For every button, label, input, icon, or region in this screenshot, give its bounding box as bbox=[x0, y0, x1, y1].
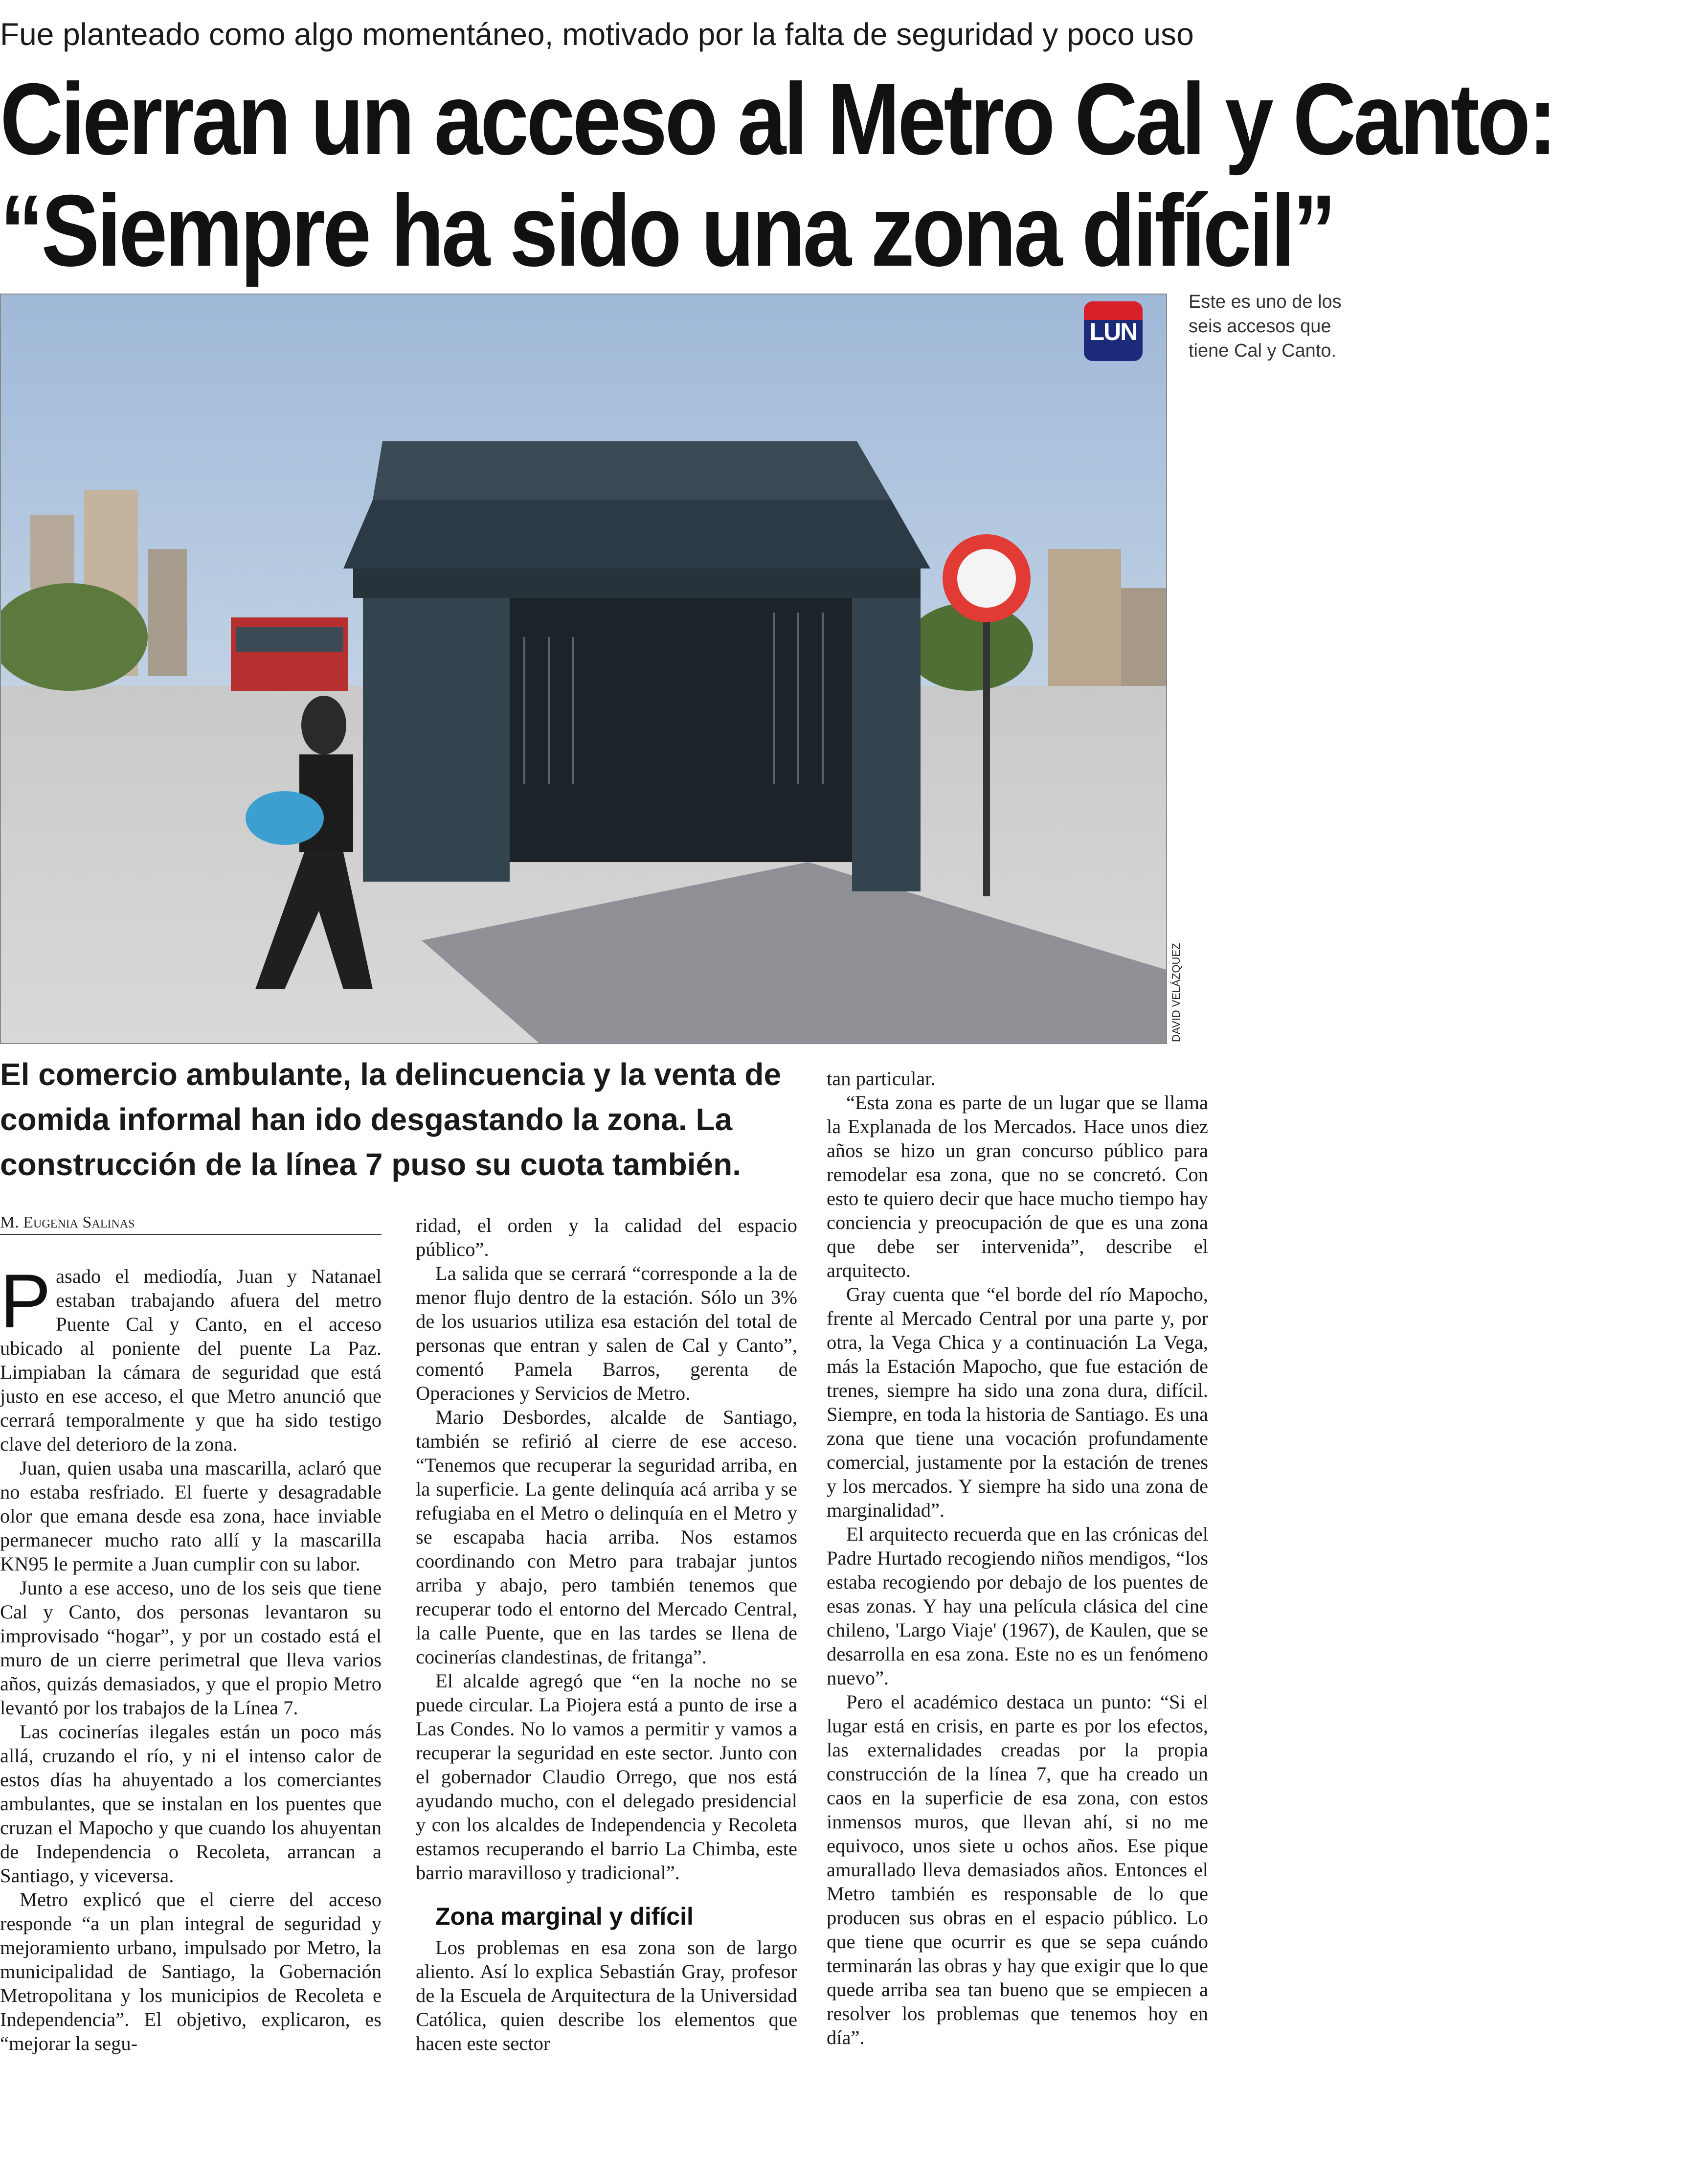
byline: M. Eugenia Salinas bbox=[0, 1213, 382, 1235]
kicker: Fue planteado como algo momentáneo, motivado por la falta de seguridad y poco uso bbox=[0, 17, 1194, 52]
paragraph: ridad, el orden y la calidad del espacio público”. bbox=[416, 1214, 797, 1260]
paragraph: La salida que se cerrará “corresponde a la de menor flujo dentro de la estación. Sólo un 3% de los usuarios utiliza esa estación del total de personas que entran y salen de Cal y Canto”, comentó Pamela Barros, gerenta de Operaciones y Servicios de Metro. bbox=[416, 1262, 797, 1404]
paragraph: tan particular. bbox=[827, 1068, 936, 1090]
paragraph: Los problemas en esa zona son de largo aliento. Así lo explica Sebastián Gray, profesor de la Escuela de Arquitectura de la Universidad Católica, quien describe los elementos que hacen este sector bbox=[416, 1936, 797, 2054]
dropcap: P bbox=[0, 1259, 51, 1344]
paragraph: El alcalde agregó que “en la noche no se puede circular. La Piojera está a punto de irse a Las Condes. No lo vamos a permitir y vamos a recuperar la seguridad en este sector. Junto con el gobernador Claudio Orrego, que nos está ayudando mucho, con el delegado presidencial y con los alcaldes de Independencia y Recoleta estamos recuperando el barrio La Chimba, este barrio maravilloso y tradicional”. bbox=[416, 1670, 797, 1884]
paragraph: Las cocinerías ilegales están un poco más allá, cruzando el río, y ni el intenso calor de estos días ha ahuyentado a los comerciantes ambulantes, que se instalan en los puentes que cruzan el Mapocho y que cuando los ahuyentan de Independencia o Recoleta, arrancan a Santiago, y viceversa. bbox=[0, 1721, 382, 1887]
paragraph: El arquitecto recuerda que en las crónicas del Padre Hurtado recogiendo niños mendigos, “los estaba recogiendo por debajo de los puentes de esas zonas. Y hay una película clásica del cine chileno, 'Largo Viaje' (1967), de Kaulen, que se desarrolla en esa zona. Este no es un fenómeno nuevo”. bbox=[827, 1523, 1208, 1689]
lun-logo-text: LUN bbox=[1089, 318, 1137, 345]
paragraph: Juan, quien usaba una mascarilla, aclaró que no estaba resfriado. El fuerte y desagradable olor que emana desde esa zona, hace inviable permanecer mucho rato allí y la mascarilla KN95 le permite a Juan cumplir con su labor. bbox=[0, 1457, 382, 1575]
lun-logo bbox=[1084, 301, 1143, 361]
article-column-3 bbox=[827, 1067, 1208, 2049]
headline-line-2: “Siempre ha sido una zona difícil” bbox=[0, 174, 1334, 288]
paragraph: Pasado el mediodía, Juan y Natanael estaban trabajando afuera del metro Puente Cal y Canto, en el acceso ubicado al poniente del puente La Paz. Limpiaban la cámara de seguridad que está justo en ese acceso, el que Metro anunció que cerrará temporalmente y que ha sido testigo clave del deterioro de la zona. bbox=[0, 1259, 382, 1455]
paragraph: Mario Desbordes, alcalde de Santiago, también se refirió al cierre de ese acceso. “Tenemos que recuperar la seguridad arriba, en la superficie. La gente delinquía acá arriba y se refugiaba en el Metro o delinquía en el Metro y se escapaba hacia arriba. Nos estamos coordinando con Metro para trabajar juntos arriba y abajo, pero también tenemos que recuperar todo el entorno del Mercado Central, la calle Puente, que en las tardes se llena de cocinerías clandestinas, de fritanga”. bbox=[416, 1406, 797, 1668]
paragraph: Pero el académico destaca un punto: “Si el lugar está en crisis, en parte es por los efectos, las externalidades creadas por la propia construcción de la línea 7, que ha creado un caos en la superficie de esa zona, con estos inmensos muros, que llevan ahí, si no me equivoco, unos siete u ochos años. Ese pique amurallado lleva demasiados años. Entonces el Metro también es responsable de lo que producen sus obras en el espacio público. Lo que tiene que ocurrir es que se sepa cuándo terminarán las obras y hay que exigir que lo que quede arriba sea tan bueno que se empiecen a resolver los problemas que tenemos hoy en día”. bbox=[827, 1691, 1208, 2048]
paragraph: Gray cuenta que “el borde del río Mapocho, frente al Mercado Central por una parte y, por otra, la Vega Chica y a continuación La Vega, más la Estación Mapocho, que fue estación de trenes, siempre ha sido una zona dura, difícil. Siempre, en toda la historia de Santiago. Es una zona que tiene una vocación profundamente comercial, justamente por la estación de trenes y los mercados. Y siempre ha sido una zona de marginalidad”. bbox=[827, 1283, 1208, 1521]
metro-entrance-illustration bbox=[1, 295, 1166, 1043]
photo-caption: Este es uno de los seis accesos que tiene Cal y Canto. bbox=[1189, 292, 1342, 361]
article-column-2 bbox=[416, 1213, 797, 2055]
headline-line-1: Cierran un acceso al Metro Cal y Canto: bbox=[0, 63, 1555, 176]
paragraph: “Esta zona es parte de un lugar que se llama la Explanada de los Mercados. Hace unos diez años se hizo un gran concurso público para remodelar esa zona, que no se concretó. Con esto te quiero decir que hace mucho tiempo hay conciencia y preocupación de que es una zona que debe ser intervenida”, describe el arquitecto. bbox=[827, 1092, 1208, 1281]
paragraph: Junto a ese acceso, uno de los seis que tiene Cal y Canto, dos personas levantaron su improvisado “hogar”, y por un costado está el muro de un cierre perimetral que lleva varios años, quizás demasiados, y que el propio Metro levantó por los trabajos de la Línea 7. bbox=[0, 1577, 382, 1719]
article-column-1 bbox=[0, 1259, 382, 2055]
news-photo bbox=[0, 294, 1167, 1044]
headline bbox=[0, 63, 1555, 288]
deck: El comercio ambulante, la delincuencia y la venta de comida informal han ido desgastando la zona. La construcción de la línea 7 puso su cuota también. bbox=[0, 1057, 782, 1182]
photo-credit: DAVID VELÁZQUEZ bbox=[1170, 943, 1182, 1042]
paragraph: Metro explicó que el cierre del acceso responde “a un plan integral de seguridad y mejoramiento urbano, impulsado por Metro, la municipalidad de Santiago, la Gobernación Metropolitana y los municipios de Recoleta e Independencia”. El objetivo, explicaron, es “mejorar la segu- bbox=[0, 1888, 382, 2054]
subhead: Zona marginal y difícil bbox=[435, 1903, 694, 1930]
